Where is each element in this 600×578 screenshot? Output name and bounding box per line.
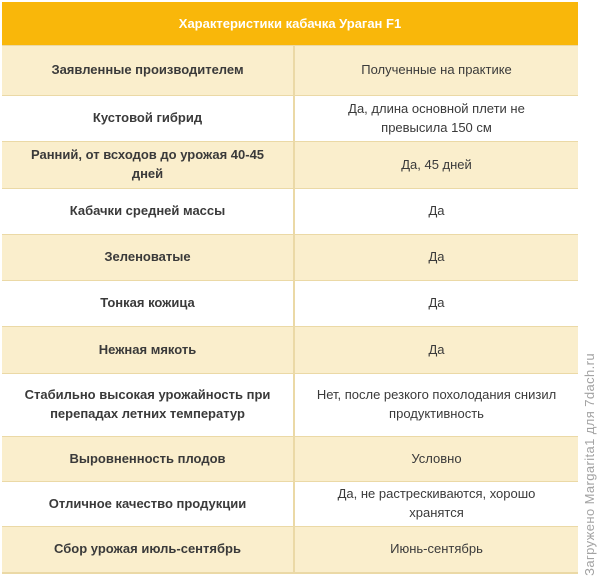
cell-declared: Кустовой гибрид (2, 96, 295, 141)
cell-actual: Да (428, 203, 445, 219)
table-row (2, 526, 578, 572)
cell-declared: Стабильно высокая урожайность при перепадах летних температур (2, 374, 295, 436)
cell-actual: Да (428, 295, 445, 311)
cell-actual: Да, 45 дней (401, 156, 472, 172)
cell-declared: Тонкая кожица (2, 281, 295, 326)
column-header-row (2, 45, 578, 95)
cell-actual: Нет, после резкого похолодания снизил продуктивность (316, 387, 557, 421)
table-row (2, 326, 578, 373)
table-row (2, 373, 578, 436)
table-row (2, 436, 578, 481)
cell-actual: Да, длина основной плети не превысила 150 см (348, 100, 525, 135)
watermark: Загружено Margarita1 для 7dach.ru (582, 353, 597, 576)
table-title: Характеристики кабачка Ураган F1 (2, 2, 578, 45)
cell-declared: Ранний, от всходов до урожая 40-45 дней (2, 142, 295, 188)
cell-actual: Июнь-сентябрь (390, 541, 483, 557)
column-header-declared: Заявленные производителем (2, 46, 295, 95)
cell-declared: Отличное качество продукции (2, 482, 295, 526)
table-row (2, 481, 578, 526)
table-row (2, 95, 578, 141)
characteristics-table (2, 2, 578, 574)
cell-declared: Зеленоватые (2, 235, 295, 280)
cell-actual: Условно (411, 450, 462, 466)
cell-declared: Выровненность плодов (2, 437, 295, 481)
cell-declared: Нежная мякоть (2, 327, 295, 373)
table-row (2, 188, 578, 234)
cell-declared: Кабачки средней массы (2, 189, 295, 234)
cell-actual: Да (428, 249, 445, 265)
column-header-actual: Полученные на практике (361, 62, 512, 78)
cell-actual: Да (428, 341, 445, 357)
table-row (2, 234, 578, 280)
table-row (2, 280, 578, 326)
cell-declared: Сбор урожая июль-сентябрь (2, 527, 295, 572)
table-row (2, 141, 578, 188)
cell-actual: Да, не растрескиваются, хорошо хранятся (337, 486, 536, 520)
